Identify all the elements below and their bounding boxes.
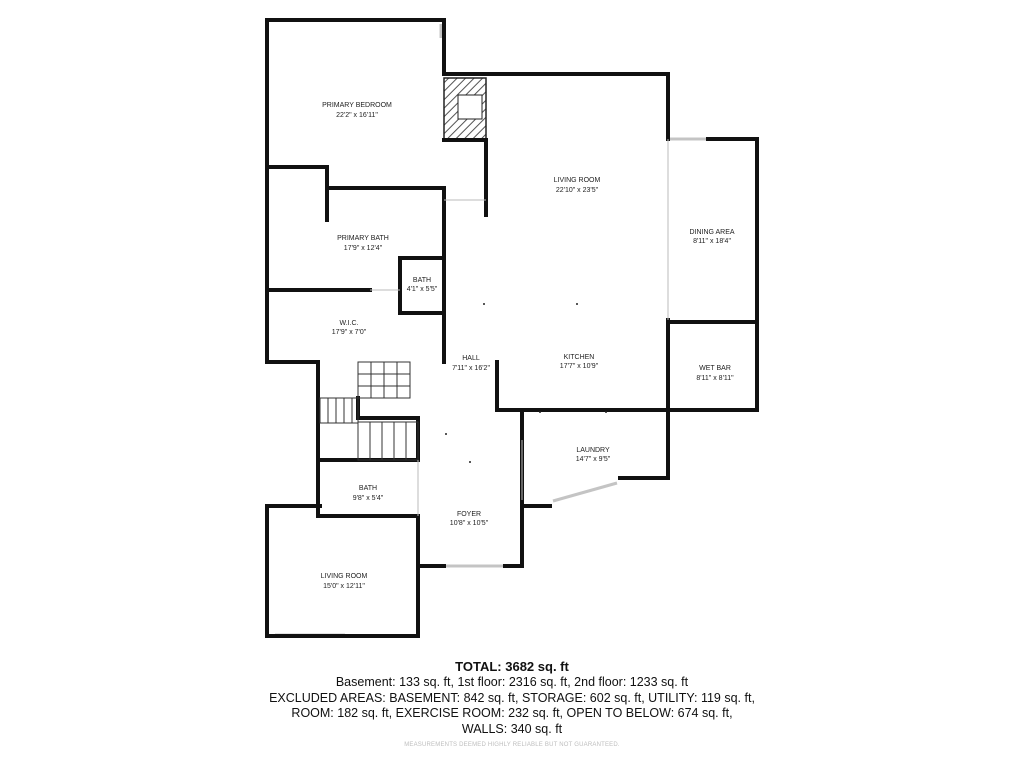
summary-line: ROOM: 182 sq. ft, EXERCISE ROOM: 232 sq. ft, OPEN TO BELOW: 674 sq. ft, [291, 706, 733, 720]
fireplace [444, 78, 486, 140]
room-dims: 10'8" x 10'5" [449, 520, 489, 527]
room-name: LIVING ROOM [553, 177, 601, 184]
room-name: DINING AREA [689, 229, 735, 236]
room-name: PRIMARY BEDROOM [322, 102, 392, 109]
summary-line: Basement: 133 sq. ft, 1st floor: 2316 sq. ft, 2nd floor: 1233 sq. ft [335, 675, 689, 689]
room-dims: 7'11" x 16'2" [452, 365, 490, 372]
room-dims: 17'9" x 7'0" [331, 329, 367, 336]
room-dims: 22'2" x 16'11" [336, 112, 378, 119]
room-name: PRIMARY BATH [337, 235, 389, 242]
room-name: BATH [358, 485, 378, 492]
room-dims: 14'7" x 9'5" [575, 456, 611, 463]
room-dims: 8'11" x 8'11" [696, 375, 734, 382]
markers [445, 303, 607, 463]
room-name: LAUNDRY [576, 447, 610, 454]
room-name: HALL [462, 355, 480, 362]
room-dims: 22'10" x 23'5" [555, 187, 599, 194]
disclaimer: MEASUREMENTS DEEMED HIGHLY RELIABLE BUT NOT GUARANTEED. [404, 742, 620, 748]
room-dims: 8'11" x 18'4" [693, 238, 731, 245]
room-name: LIVING ROOM [320, 573, 368, 580]
area-summary [0, 659, 1024, 748]
summary-line: EXCLUDED AREAS: BASEMENT: 842 sq. ft, STORAGE: 602 sq. ft, UTILITY: 119 sq. ft, [269, 690, 755, 705]
room-dims: 15'0" x 12'11" [323, 583, 365, 590]
room-dims: 4'1" x 5'5" [406, 286, 438, 293]
room-name: KITCHEN [563, 354, 595, 361]
summary-line: WALLS: 340 sq. ft [461, 721, 563, 736]
room-name: FOYER [456, 511, 482, 518]
room-dims: 17'7" x 10'9" [559, 363, 599, 370]
room-dims: 17'9" x 12'4" [343, 245, 383, 252]
room-name: WET BAR [699, 365, 731, 372]
room-name: W.I.C. [339, 320, 359, 327]
room-dims: 9'8" x 5'4" [352, 495, 384, 502]
room-name: BATH [412, 277, 432, 284]
total-area: TOTAL: 3682 sq. ft [455, 659, 569, 674]
stairs [320, 362, 418, 460]
